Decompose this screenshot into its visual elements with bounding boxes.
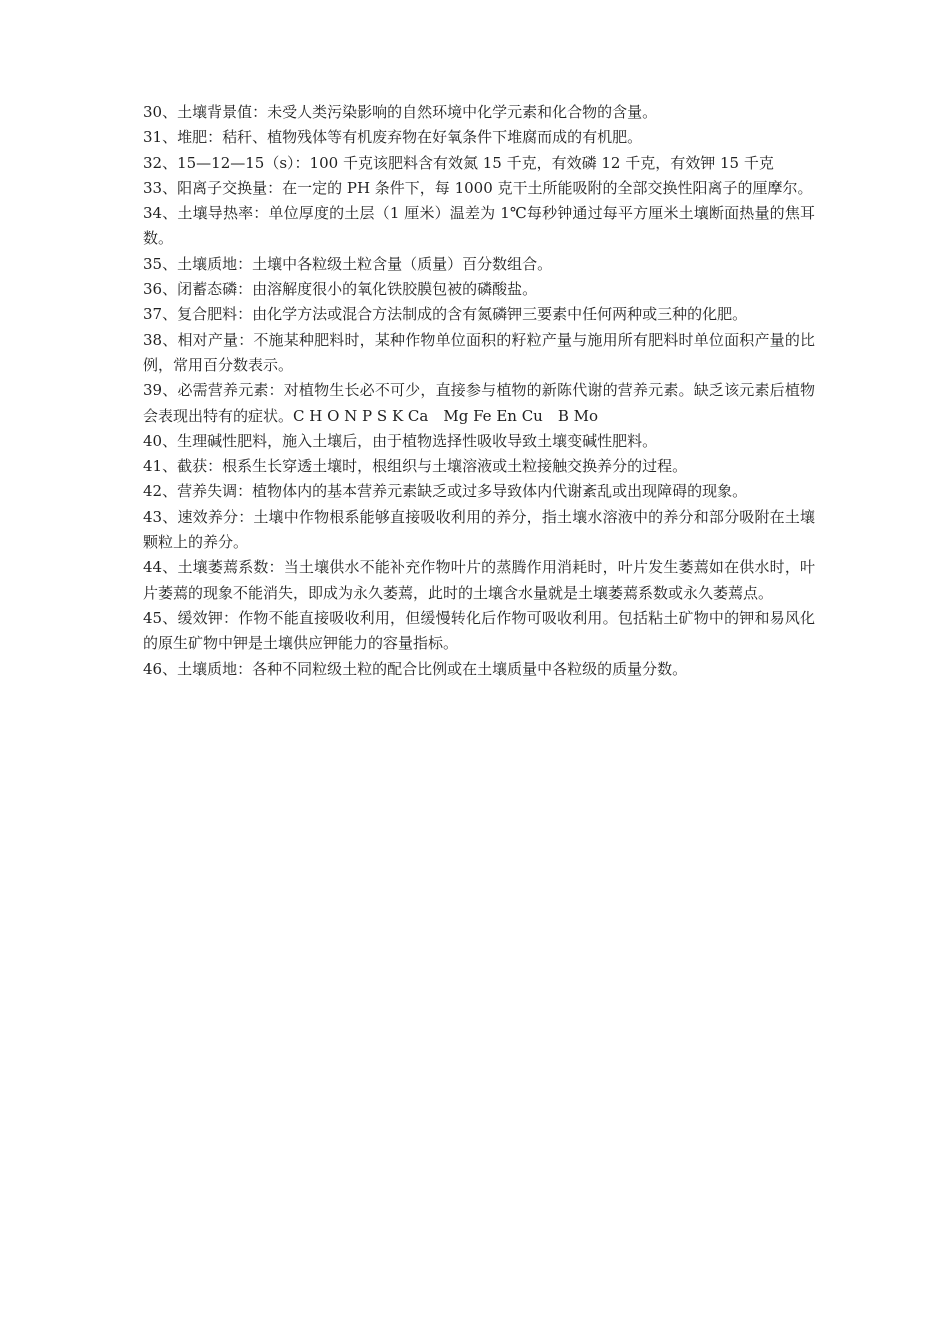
glossary-entry-39: 39、必需营养元素：对植物生长必不可少，直接参与植物的新陈代谢的营养元素。缺乏该元素后植物会表现出特有的症状。C H O N P S K Ca Mg Fe En Cu B Mo xyxy=(143,381,815,425)
glossary-entry-37: 37、复合肥料：由化学方法或混合方法制成的含有氮磷钾三要素中任何两种或三种的化肥。 xyxy=(143,305,748,324)
glossary-entry-38: 38、相对产量：不施某种肥料时，某种作物单位面积的籽粒产量与施用所有肥料时单位面积产量的比例，常用百分数表示。 xyxy=(143,330,815,374)
glossary-list xyxy=(143,100,815,682)
glossary-entry-41: 41、截获：根系生长穿透土壤时，根组织与土壤溶液或土粒接触交换养分的过程。 xyxy=(143,457,688,476)
glossary-entry-33: 33、阳离子交换量：在一定的 PH 条件下，每 1000 克干土所能吸附的全部交换性阳离子的厘摩尔。 xyxy=(143,178,813,197)
glossary-entry-45: 45、缓效钾：作物不能直接吸收利用，但缓慢转化后作物可吸收利用。包括粘土矿物中的钾和易风化的原生矿物中钾是土壤供应钾能力的容量指标。 xyxy=(143,608,815,653)
glossary-entry-35: 35、土壤质地：土壤中各粒级土粒含量（质量）百分数组合。 xyxy=(143,254,553,273)
glossary-entry-34: 34、土壤导热率：单位厚度的土层（1 厘米）温差为 1℃每秒钟通过每平方厘米土壤断面热量的焦耳数。 xyxy=(143,204,815,248)
glossary-entry-30: 30、土壤背景值：未受人类污染影响的自然环境中化学元素和化合物的含量。 xyxy=(143,103,658,121)
glossary-entry-42: 42、营养失调：植物体内的基本营养元素缺乏或过多导致体内代谢紊乱或出现障碍的现象。 xyxy=(143,482,748,501)
glossary-entry-44: 44、土壤萎蔫系数：当土壤供水不能补充作物叶片的蒸腾作用消耗时，叶片发生萎蔫如在供水时，叶片萎蔫的现象不能消失，即成为永久萎蔫，此时的土壤含水量就是土壤萎蔫系数或永久萎蔫点。 xyxy=(143,558,815,602)
glossary-entry-31: 31、堆肥：秸秆、植物残体等有机废弃物在好氧条件下堆腐而成的有机肥。 xyxy=(143,128,643,147)
glossary-entry-36: 36、闭蓄态磷：由溶解度很小的氧化铁胶膜包被的磷酸盐。 xyxy=(143,280,538,299)
glossary-entry-46: 46、土壤质地：各种不同粒级土粒的配合比例或在土壤质量中各粒级的质量分数。 xyxy=(143,659,688,678)
glossary-entry-40: 40、生理碱性肥料，施入土壤后，由于植物选择性吸收导致土壤变碱性肥料。 xyxy=(143,431,658,450)
glossary-entry-43: 43、速效养分：土壤中作物根系能够直接吸收利用的养分，指土壤水溶液中的养分和部分吸附在土壤颗粒上的养分。 xyxy=(143,507,815,552)
glossary-entry-32: 32、15—12—15（s）：100 千克该肥料含有效氮 15 千克，有效磷 12 千克，有效钾 15 千克 xyxy=(143,153,774,172)
